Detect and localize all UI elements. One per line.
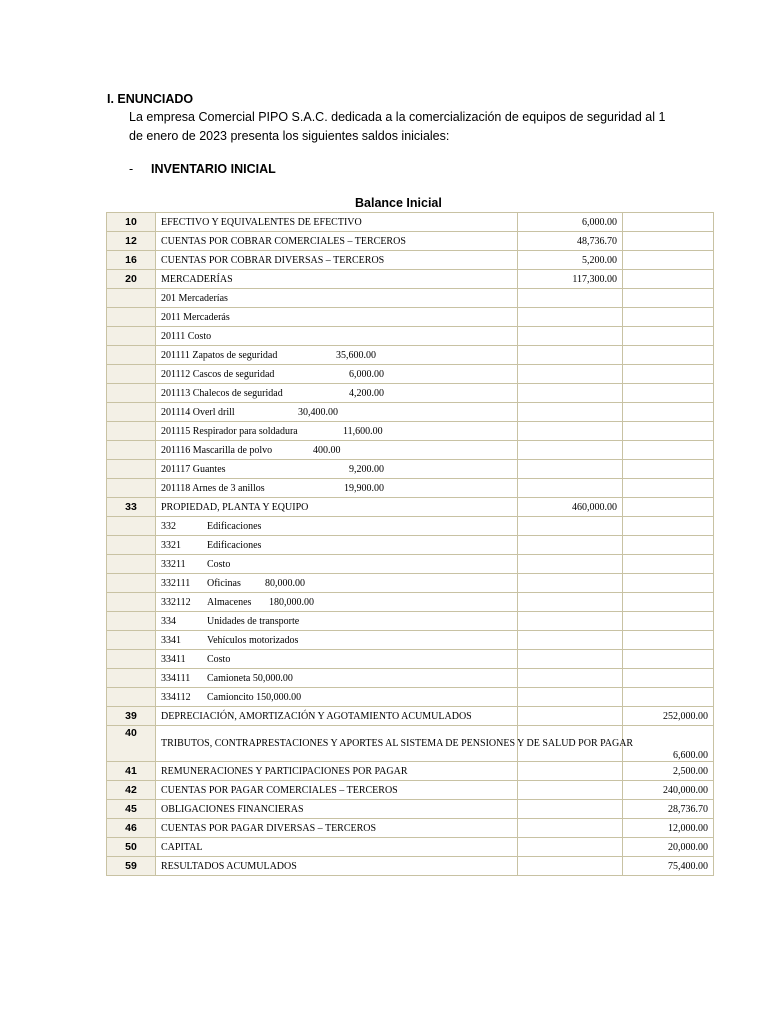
table-row <box>107 460 714 479</box>
credit-amount: 12,000.00 <box>623 819 714 838</box>
asset-item <box>156 593 518 612</box>
account-name: TRIBUTOS, CONTRAPRESTACIONES Y APORTES AL SISTEMA DE PENSIONES Y DE SALUD POR PAGAR <box>156 726 518 762</box>
item-name: Oficinas <box>207 577 241 589</box>
credit-amount <box>623 251 714 270</box>
inventory-heading: INVENTARIO INICIAL <box>151 162 276 176</box>
debit-amount: 5,200.00 <box>518 251 623 270</box>
account-name: CUENTAS POR PAGAR COMERCIALES – TERCEROS <box>156 781 518 800</box>
table-row <box>107 669 714 688</box>
table-row <box>107 441 714 460</box>
table-row <box>107 762 714 781</box>
table-row <box>107 384 714 403</box>
account-name: REMUNERACIONES Y PARTICIPACIONES POR PAGAR <box>156 762 518 781</box>
item-amount: 9,200.00 <box>349 463 384 475</box>
item-name: 201117 Guantes <box>161 463 226 475</box>
item-amount: 19,900.00 <box>344 482 384 494</box>
item-amount: 150,000.00 <box>256 691 302 703</box>
statement-paragraph: La empresa Comercial PIPO S.A.C. dedicada a la comercialización de equipos de seguridad al 1 de enero de 2023 presenta los siguientes saldos iniciales: <box>129 110 666 143</box>
account-code: 41 <box>107 762 156 781</box>
credit-amount <box>623 498 714 517</box>
table-row <box>107 213 714 232</box>
item-code: 334111 <box>161 672 191 684</box>
item-name: Vehículos motorizados <box>207 634 299 646</box>
asset-item <box>156 669 518 688</box>
table-row <box>107 327 714 346</box>
account-code: 50 <box>107 838 156 857</box>
account-name: EFECTIVO Y EQUIVALENTES DE EFECTIVO <box>156 213 518 232</box>
debit-amount: 117,300.00 <box>518 270 623 289</box>
item-name: 201114 Overl drill <box>161 406 235 418</box>
item-name: Costo <box>207 558 231 570</box>
asset-item <box>156 650 518 669</box>
section-heading: I. ENUNCIADO <box>107 92 194 106</box>
item-code: 334 <box>161 615 176 627</box>
credit-amount: 252,000.00 <box>623 707 714 726</box>
asset-item <box>156 555 518 574</box>
table-row <box>107 498 714 517</box>
item-name: Unidades de transporte <box>207 615 300 627</box>
debit-amount <box>518 838 623 857</box>
table-row <box>107 479 714 498</box>
item-code: 334112 <box>161 691 191 703</box>
account-code: 12 <box>107 232 156 251</box>
item-name: Edificaciones <box>207 520 262 532</box>
asset-item <box>156 536 518 555</box>
table-row <box>107 365 714 384</box>
table-row <box>107 781 714 800</box>
credit-amount: 28,736.70 <box>623 800 714 819</box>
item-name: Camioneta <box>207 672 251 684</box>
inventory-item <box>156 346 518 365</box>
account-name: OBLIGACIONES FINANCIERAS <box>156 800 518 819</box>
balance-table <box>106 212 714 876</box>
debit-amount <box>518 781 623 800</box>
table-row <box>107 555 714 574</box>
item-name: 201112 Cascos de seguridad <box>161 368 275 380</box>
inventory-item <box>156 403 518 422</box>
account-name: CUENTAS POR COBRAR COMERCIALES – TERCEROS <box>156 232 518 251</box>
credit-amount <box>623 213 714 232</box>
inventory-item <box>156 384 518 403</box>
table-row <box>107 631 714 650</box>
asset-item <box>156 517 518 536</box>
account-name: MERCADERÍAS <box>156 270 518 289</box>
table-row <box>107 308 714 327</box>
account-code: 42 <box>107 781 156 800</box>
table-title: Balance Inicial <box>355 196 442 210</box>
item-name: Edificaciones <box>207 539 262 551</box>
item-name: 201116 Mascarilla de polvo <box>161 444 273 456</box>
subaccount-name: 20111 Costo <box>156 327 518 346</box>
account-name: CUENTAS POR PAGAR DIVERSAS – TERCEROS <box>156 819 518 838</box>
account-name: RESULTADOS ACUMULADOS <box>156 857 518 876</box>
credit-amount: 20,000.00 <box>623 838 714 857</box>
debit-amount: 48,736.70 <box>518 232 623 251</box>
asset-item <box>156 631 518 650</box>
asset-item <box>156 688 518 707</box>
credit-amount: 6,600.00 <box>623 726 714 762</box>
credit-amount: 240,000.00 <box>623 781 714 800</box>
item-name: Camioncito <box>207 691 254 703</box>
table-row <box>107 612 714 631</box>
subaccount-name: 2011 Mercaderás <box>156 308 518 327</box>
item-name: 201111 Zapatos de seguridad <box>161 349 278 361</box>
table-row <box>107 536 714 555</box>
account-name: DEPRECIACIÓN, AMORTIZACIÓN Y AGOTAMIENTO ACUMULADOS <box>156 707 518 726</box>
credit-amount: 2,500.00 <box>623 762 714 781</box>
table-row <box>107 593 714 612</box>
table-row <box>107 707 714 726</box>
item-code: 332111 <box>161 577 191 589</box>
inventory-item <box>156 460 518 479</box>
account-code: 16 <box>107 251 156 270</box>
table-row <box>107 346 714 365</box>
item-amount: 80,000.00 <box>265 577 305 589</box>
table-row <box>107 838 714 857</box>
debit-amount <box>518 707 623 726</box>
table-row <box>107 819 714 838</box>
table-row <box>107 403 714 422</box>
asset-item <box>156 612 518 631</box>
debit-amount: 460,000.00 <box>518 498 623 517</box>
account-code: 20 <box>107 270 156 289</box>
item-code: 332112 <box>161 596 191 608</box>
account-code: 39 <box>107 707 156 726</box>
item-code: 3321 <box>161 539 181 551</box>
debit-amount <box>518 819 623 838</box>
account-code: 46 <box>107 819 156 838</box>
asset-item <box>156 574 518 593</box>
account-name: CAPITAL <box>156 838 518 857</box>
table-row <box>107 289 714 308</box>
table-row <box>107 688 714 707</box>
item-name: 201118 Arnes de 3 anillos <box>161 482 265 494</box>
credit-amount <box>623 232 714 251</box>
table-row <box>107 270 714 289</box>
account-code: 59 <box>107 857 156 876</box>
item-amount: 30,400.00 <box>298 406 338 418</box>
item-name: Costo <box>207 653 231 665</box>
item-code: 33411 <box>161 653 186 665</box>
table-row <box>107 726 714 762</box>
item-amount: 6,000.00 <box>349 368 384 380</box>
credit-amount <box>623 270 714 289</box>
bullet-dash: - <box>129 162 134 176</box>
subaccount-name: 201 Mercaderías <box>156 289 518 308</box>
account-code: 40 <box>107 726 156 762</box>
table-row <box>107 251 714 270</box>
table-row <box>107 857 714 876</box>
item-amount: 50,000.00 <box>252 672 293 684</box>
item-amount: 11,600.00 <box>343 425 383 437</box>
inventory-item <box>156 479 518 498</box>
item-code: 3341 <box>161 634 181 646</box>
debit-amount <box>518 800 623 819</box>
debit-amount: 6,000.00 <box>518 213 623 232</box>
inventory-item <box>156 441 518 460</box>
item-code: 332 <box>161 520 176 532</box>
table-row <box>107 800 714 819</box>
account-code: 33 <box>107 498 156 517</box>
item-amount: 180,000.00 <box>269 596 314 608</box>
account-name: CUENTAS POR COBRAR DIVERSAS – TERCEROS <box>156 251 518 270</box>
table-row <box>107 422 714 441</box>
item-amount: 400.00 <box>313 444 341 456</box>
account-code: 10 <box>107 213 156 232</box>
account-code: 45 <box>107 800 156 819</box>
inventory-item <box>156 422 518 441</box>
item-name: 201113 Chalecos de seguridad <box>161 387 283 399</box>
credit-amount: 75,400.00 <box>623 857 714 876</box>
item-amount: 35,600.00 <box>336 349 376 361</box>
table-row <box>107 574 714 593</box>
item-name: 201115 Respirador para soldadura <box>161 425 298 437</box>
inventory-item <box>156 365 518 384</box>
item-amount: 4,200.00 <box>349 387 384 399</box>
table-row <box>107 650 714 669</box>
item-name: Almacenes <box>207 596 252 608</box>
table-row <box>107 232 714 251</box>
account-name: PROPIEDAD, PLANTA Y EQUIPO <box>156 498 518 517</box>
debit-amount <box>518 762 623 781</box>
table-row <box>107 517 714 536</box>
item-code: 33211 <box>161 558 186 570</box>
debit-amount <box>518 857 623 876</box>
